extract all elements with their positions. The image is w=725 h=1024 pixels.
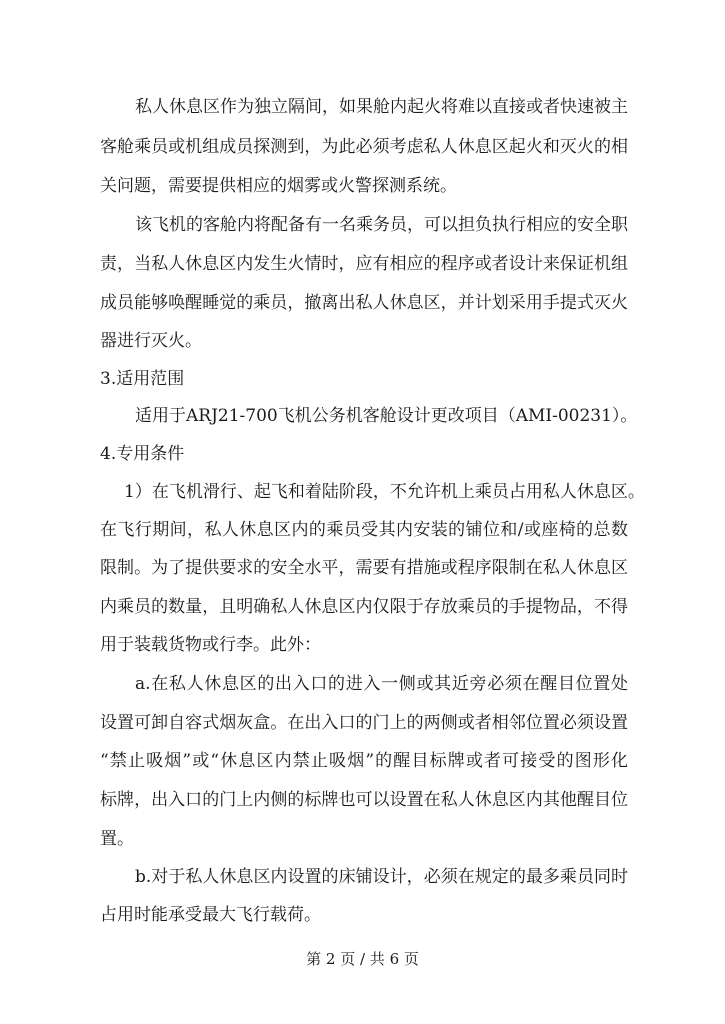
paragraph-line: 1）在飞机滑行、起飞和着陆阶段，不允许机上乘员占用私人休息区。 <box>124 482 645 502</box>
paragraph-line: 内乘员的数量，且明确私人休息区内仅限于存放乘员的手提物品，不得 <box>100 597 628 617</box>
paragraph-line: “禁止吸烟”或“休息区内禁止吸烟”的醒目标牌或者可接受的图形化 <box>100 751 628 771</box>
paragraph-line: b.对于私人休息区内设置的床铺设计，必须在规定的最多乘员同时 <box>135 867 628 887</box>
paragraph-line: 私人休息区作为独立隔间，如果舱内起火将难以直接或者快速被主 <box>135 97 628 117</box>
paragraph-line: 限制。为了提供要求的安全水平，需要有措施或程序限制在私人休息区 <box>100 558 628 578</box>
paragraph-line: 在飞行期间，私人休息区内的乘员受其内安装的铺位和/或座椅的总数 <box>100 520 628 540</box>
paragraph-line: 适用于ARJ21-700飞机公务机客舱设计更改项目（AMI-00231）。 <box>135 406 638 426</box>
section-heading: 4.专用条件 <box>100 444 185 464</box>
paragraph-line: 设置可卸自容式烟灰盒。在出入口的门上的两侧或者相邻位置必须设置 <box>100 713 628 733</box>
paragraph-line: 责，当私人休息区内发生火情时，应有相应的程序或者设计来保证机组 <box>100 254 628 274</box>
paragraph-line: 置。 <box>100 829 134 849</box>
paragraph-line: 成员能够唤醒睡觉的乘员，撤离出私人休息区，并计划采用手提式灭火 <box>100 293 628 313</box>
page-number-footer: 第 2 页 / 共 6 页 <box>306 950 419 968</box>
paragraph-line: 标牌，出入口的门上内侧的标牌也可以设置在私人休息区内其他醒目位 <box>100 790 628 810</box>
paragraph-line: 用于装载货物或行李。此外： <box>100 635 321 655</box>
paragraph-line: 器进行灭火。 <box>100 331 202 351</box>
paragraph-line: a.在私人休息区的出入口的进入一侧或其近旁必须在醒目位置处 <box>135 674 628 694</box>
paragraph-line: 关问题，需要提供相应的烟雾或火警探测系统。 <box>100 176 457 196</box>
paragraph-line: 占用时能承受最大飞行载荷。 <box>100 905 321 925</box>
section-heading: 3.适用范围 <box>100 369 185 389</box>
paragraph-line: 该飞机的客舱内将配备有一名乘务员，可以担负执行相应的安全职 <box>135 215 628 235</box>
paragraph-line: 客舱乘员或机组成员探测到，为此必须考虑私人休息区起火和灭火的相 <box>100 137 628 157</box>
